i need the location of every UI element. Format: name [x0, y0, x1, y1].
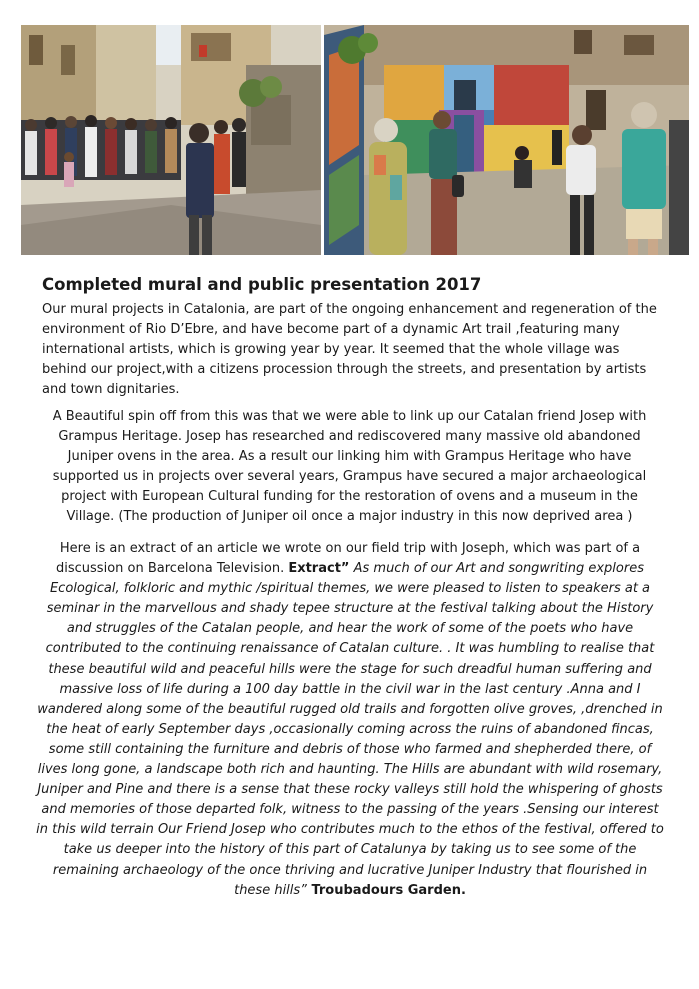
extract-attribution: Troubadours Garden. [306, 882, 466, 898]
photo-strip [21, 25, 689, 255]
crowd-photo [21, 25, 321, 255]
mural-photo [324, 25, 689, 255]
paragraph-mural-projects: Our mural projects in Catalonia, are part of the ongoing enhancement and regeneration of the environment of Rio D’Ebre, and have become part of a dynamic Art trail ,featuring many international artists, which is growing year by year. It seemed that the whole village was behind our project,with a citizens procession through the streets, and presentation by artists and town dignitaries. [42, 302, 657, 397]
paragraph-extract [36, 539, 664, 901]
extract-label: Extract” [288, 561, 350, 577]
extract-intro: Here is an extract of an article we wrote on our field trip with Joseph, which was part of a discussion on Barcelona Television. [56, 541, 641, 577]
section-heading: Completed mural and public presentation 2017 [42, 275, 482, 294]
paragraph-grampus-heritage: A Beautiful spin off from this was that we were able to link up our Catalan friend Josep with Grampus Heritage. Josep has researched and rediscovered many massive old abandoned Juniper ovens in the area. As a result our linking him with Grampus Heritage who have supported us in projects over several years, Grampus have secured a major archaeological project with European Cultural funding for the restoration of ovens and a museum in the Village. (The production of Juniper oil once a major industry in this now deprived area ) [52, 409, 647, 524]
extract-quote: As much of our Art and songwriting explores Ecological, folkloric and mythic /spiritual themes, we were pleased to listen to speakers at a seminar in the marvellous and shady tepee structure at the festival talking about the History and struggles of the Catalan people, and hear the work of some of the poets who have contributed to the continuing renaissance of Catalan culture. . It was humbling to realise that these beautiful wild and peaceful hills were the stage for such dreadful human suffering and massive loss of life during a 100 day battle in the civil war in the last century .Anna and I wandered along some of the beautiful rugged old trails and forgotten olive groves, ,drenched in the heat of early September days ,occasionally coming across the ruins of abandoned fincas, some still containing the furniture and debris of those who farmed and shepherded there, of lives long gone, a landscape both rich and haunting. The Hills are abundant with wild rosemary, Juniper and Pine and there is a sense that these rocky valleys still hold the whispering of ghosts and memories of those departed folk, witness to the passing of the years .Sensing our interest in this wild terrain Our Friend Josep who contributes much to the ethos of the festival, offered to take us deeper into the history of this part of Catalunya by taking us to see some of the remaining archaeology of the once thriving and lucrative Juniper Industry that flourished in these hills” [36, 561, 664, 898]
